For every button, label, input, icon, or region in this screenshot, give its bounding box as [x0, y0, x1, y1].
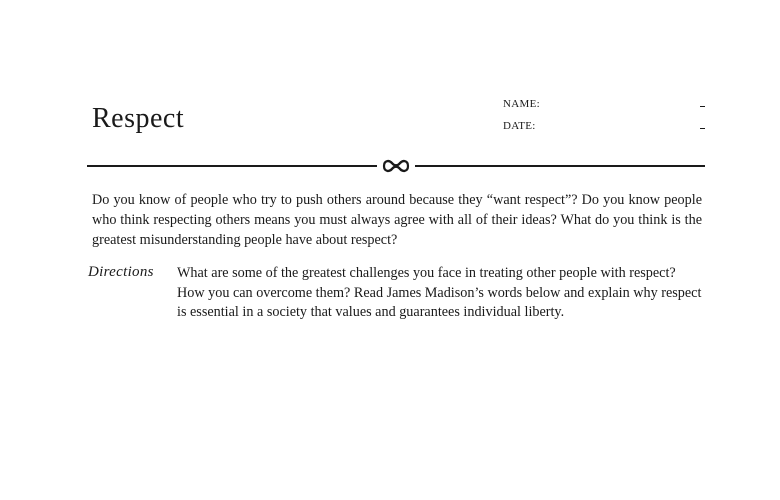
name-field[interactable]	[503, 98, 705, 114]
section-divider	[87, 156, 705, 176]
divider-rule-right	[415, 165, 705, 167]
directions-label: Directions	[88, 264, 154, 280]
date-field[interactable]	[503, 120, 705, 136]
intro-paragraph: Do you know of people who try to push others around because they “want respect”? Do you know people who think respecting others means you must always agree with all of their ideas? What do you think is the greatest misunderstanding people have about respect?	[92, 192, 702, 248]
directions-text: What are some of the greatest challenges you face in treating other people with respect? How you can overcome them? Read James Madison’s words below and explain why respect is essential in a society that values and guarantees individual liberty.	[177, 265, 702, 320]
date-label: DATE:	[503, 120, 536, 132]
name-label: NAME:	[503, 98, 540, 110]
divider-rule-left	[87, 165, 377, 167]
name-blank-line[interactable]	[700, 106, 705, 107]
celtic-knot-icon	[381, 156, 411, 176]
date-blank-line[interactable]	[700, 128, 705, 129]
page-title: Respect	[92, 103, 185, 134]
